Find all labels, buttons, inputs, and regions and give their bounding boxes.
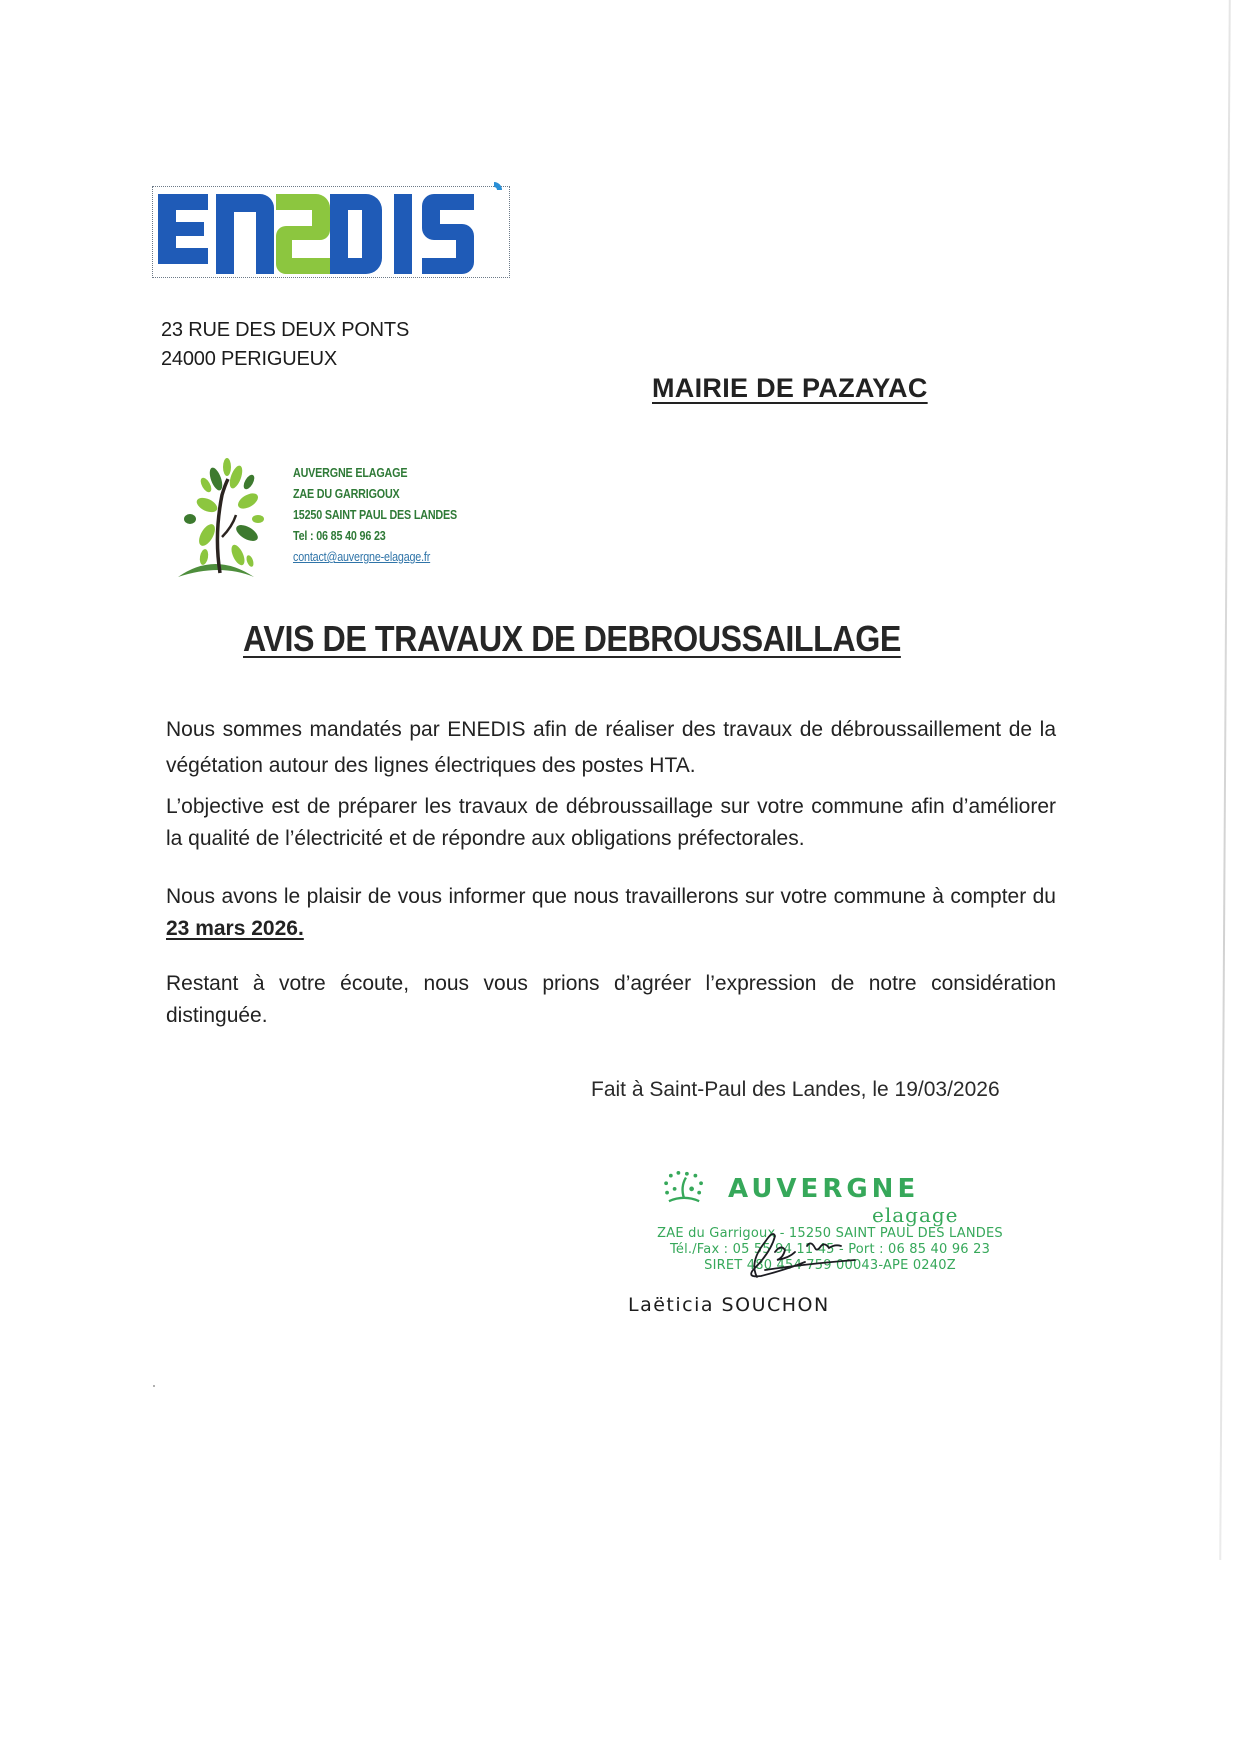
enedis-logo — [150, 180, 510, 280]
stamp-brand-sub: elagage — [872, 1203, 959, 1227]
stamp-phone: Tél./Fax : 05 55 94 11 45 - Port : 06 85 40 96 23 — [669, 1242, 991, 1257]
scan-edge-line — [1219, 0, 1231, 1560]
start-date: 23 mars 2026. — [166, 917, 304, 940]
address-line-1: 23 RUE DES DEUX PONTS — [161, 319, 410, 341]
body-paragraph-3 — [166, 881, 1056, 945]
tree-logo-icon — [170, 455, 280, 585]
contractor-block — [170, 455, 490, 585]
sender-address — [161, 316, 409, 374]
scan-speck — [153, 1385, 155, 1387]
document-title: AVIS DE TRAVAUX DE DEBROUSSAILLAGE — [243, 618, 901, 659]
body-paragraph-2: L’objective est de préparer les travaux de débroussaillage sur votre commune afin d’améliorer la qualité de l’électricité et de répondre aux obligations préfectorales. — [166, 795, 1056, 850]
body-paragraph-4: Restant à votre écoute, nous vous prions d’agréer l’expression de notre considération distinguée. — [166, 972, 1056, 1027]
company-stamp — [590, 1170, 1070, 1274]
stamp-siret: SIRET 480 454 759 00043-APE 0240Z — [704, 1258, 956, 1273]
body-paragraph-1: Nous sommes mandatés par ENEDIS afin de réaliser des travaux de débroussaillement de la végétation autour des lignes électriques des postes HTA. — [166, 718, 1056, 777]
contractor-phone: Tel : 06 85 40 96 23 — [293, 529, 386, 543]
enedis-logo-graphic — [150, 180, 510, 280]
contractor-email-link[interactable]: contact@auvergne-elagage.fr — [293, 550, 431, 564]
contractor-name: AUVERGNE ELAGAGE — [293, 466, 408, 480]
contractor-address-1: ZAE DU GARRIGOUX — [293, 487, 400, 501]
address-line-2: 24000 PERIGUEUX — [161, 348, 337, 370]
contractor-address-2: 15250 SAINT PAUL DES LANDES — [293, 508, 458, 522]
paragraph-3-text: Nous avons le plaisir de vous informer que nous travaillerons sur votre commune à compter du — [166, 885, 1056, 908]
stamp-brand: AUVERGNE — [728, 1174, 920, 1204]
signer-name: Laëticia SOUCHON — [628, 1294, 830, 1316]
contractor-details — [293, 463, 457, 568]
stamp-tree-icon — [660, 1170, 710, 1204]
recipient-heading: MAIRIE DE PAZAYAC — [652, 373, 928, 403]
stamp-header — [590, 1170, 1070, 1204]
stamp-address: ZAE du Garrigoux - 15250 SAINT PAUL DES LANDES — [657, 1226, 1003, 1241]
place-and-date: Fait à Saint-Paul des Landes, le 19/03/2026 — [591, 1078, 1000, 1101]
